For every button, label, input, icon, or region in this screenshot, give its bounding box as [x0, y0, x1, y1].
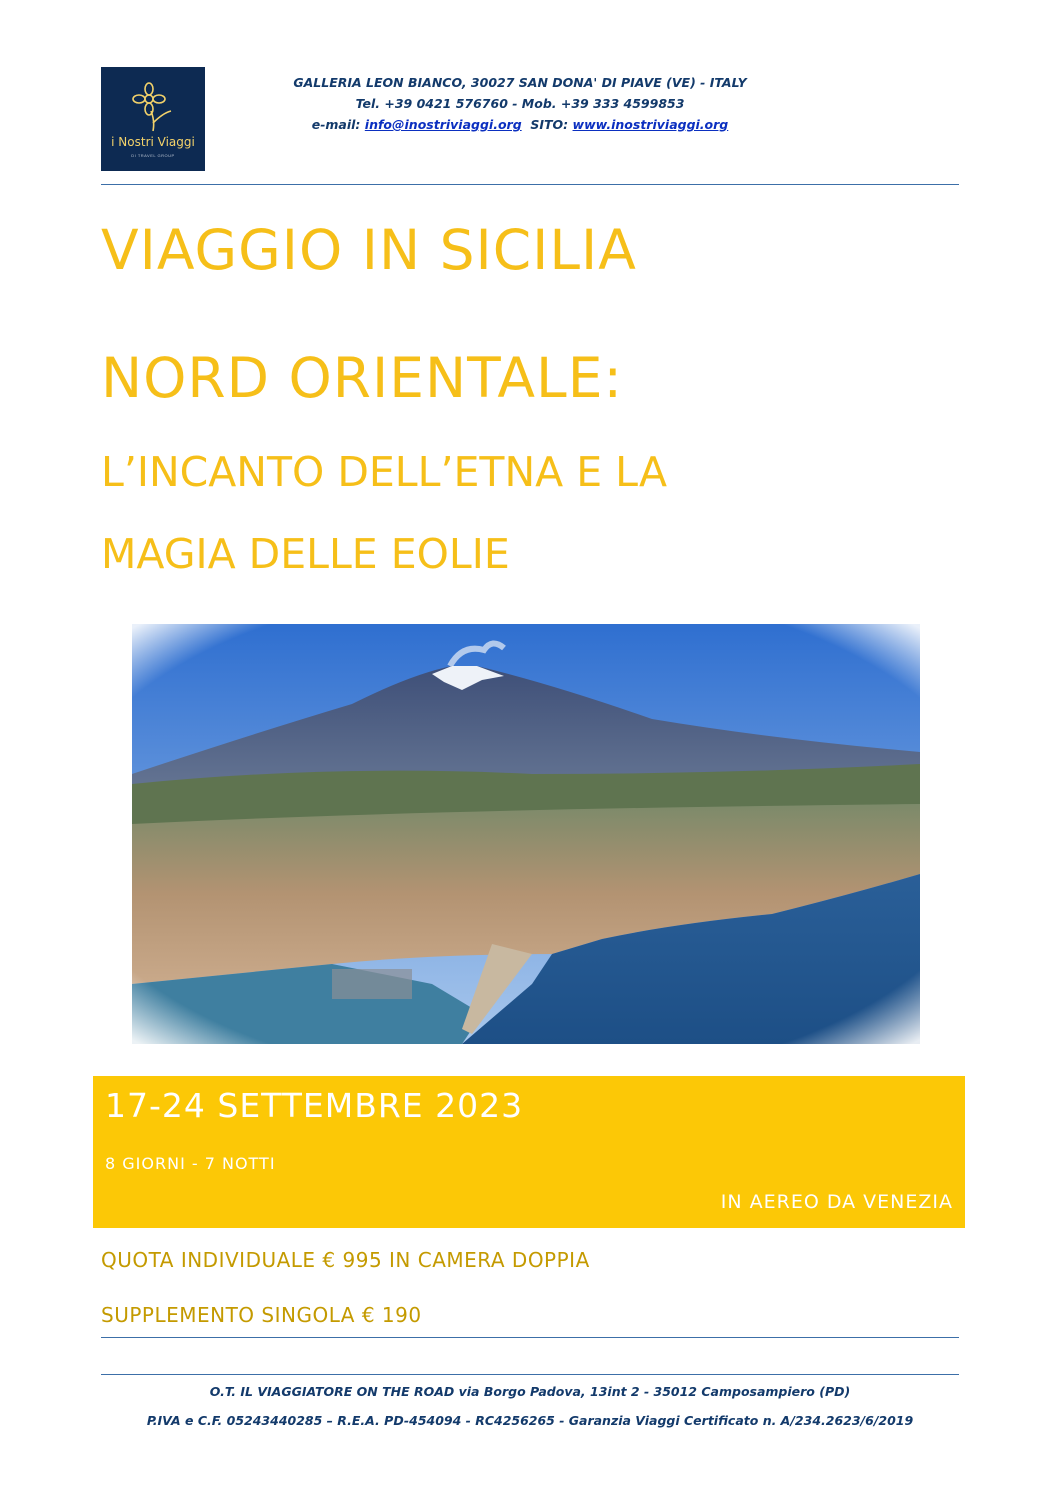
logo-tagline: DI TRAVEL GROUP [131, 153, 175, 158]
dates-banner [93, 1076, 965, 1228]
email-label: e-mail: [311, 117, 361, 132]
trip-dates: 17-24 SETTEMBRE 2023 [105, 1086, 524, 1125]
trip-transport: IN AEREO DA VENEZIA [720, 1191, 953, 1213]
company-logo [101, 67, 205, 171]
subtitle-line-2: MAGIA DELLE EOLIE [101, 530, 510, 578]
contact-block [240, 72, 800, 135]
price-quota: QUOTA INDIVIDUALE € 995 IN CAMERA DOPPIA [101, 1248, 590, 1272]
address-line: GALLERIA LEON BIANCO, 30027 SAN DONA' DI PIAVE (VE) - ITALY [293, 75, 747, 90]
flower-icon [129, 81, 177, 133]
etna-photo [132, 624, 920, 1044]
title-line-2: NORD ORIENTALE: [101, 346, 623, 410]
site-label: SITO: [530, 117, 569, 132]
footer-divider [101, 1374, 959, 1375]
logo-name: i Nostri Viaggi [111, 135, 195, 149]
site-link[interactable]: www.inostriviaggi.org [572, 117, 729, 132]
subtitle-line-1: L’INCANTO DELL’ETNA E LA [101, 448, 667, 496]
phone-line: Tel. +39 0421 576760 - Mob. +39 333 4599853 [355, 96, 685, 111]
web-line [240, 114, 800, 135]
price-single-supplement: SUPPLEMENTO SINGOLA € 190 [101, 1303, 422, 1327]
email-link[interactable]: info@inostriviaggi.org [364, 117, 522, 132]
trip-duration: 8 GIORNI - 7 NOTTI [105, 1154, 276, 1173]
title-line-1: VIAGGIO IN SICILIA [101, 218, 637, 282]
footer-line-2: P.IVA e C.F. 05243440285 – R.E.A. PD-454094 - RC4256265 - Garanzia Viaggi Certificato n. A/234.2623/6/2019 [146, 1413, 914, 1428]
footer-line-1: O.T. IL VIAGGIATORE ON THE ROAD via Borgo Padova, 13int 2 - 35012 Camposampiero (PD) [209, 1384, 851, 1399]
header-divider [101, 184, 959, 185]
pricing-divider [101, 1337, 959, 1338]
